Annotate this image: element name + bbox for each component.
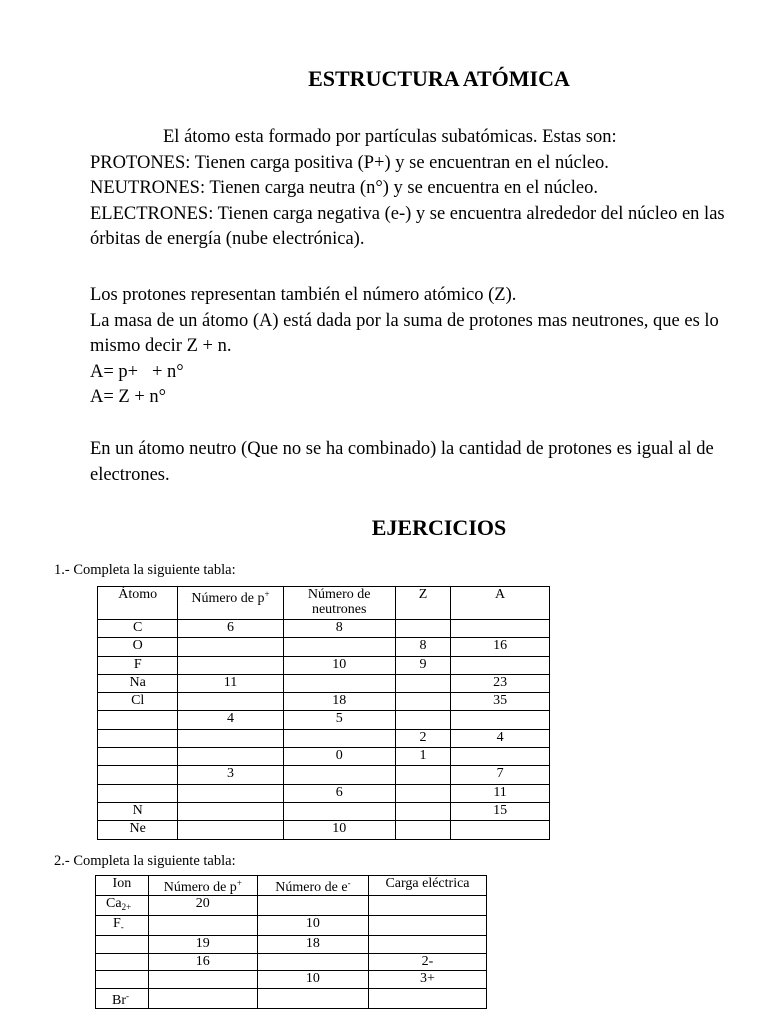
table-row bbox=[96, 953, 487, 971]
formula-1: A= p+ + n° bbox=[90, 361, 184, 382]
ejercicios-title: EJERCICIOS bbox=[371, 515, 507, 540]
table-cell[interactable] bbox=[178, 821, 283, 839]
table-cell[interactable]: Ne bbox=[98, 821, 178, 839]
exercise-1-label: 1.- Completa la siguiente tabla: bbox=[54, 562, 236, 578]
table-cell[interactable]: 6 bbox=[283, 784, 395, 802]
table-row bbox=[96, 936, 487, 954]
table-cell[interactable]: 15 bbox=[451, 802, 550, 820]
table-cell[interactable]: 0 bbox=[283, 748, 395, 766]
table-cell[interactable] bbox=[283, 674, 395, 692]
table-cell[interactable] bbox=[395, 784, 450, 802]
table-cell[interactable]: 10 bbox=[283, 656, 395, 674]
protones-z-paragraph: Los protones representan también el número atómico (Z). bbox=[90, 285, 517, 305]
table-row bbox=[98, 620, 550, 638]
exercise-2-table bbox=[95, 875, 487, 1009]
mass-block bbox=[90, 283, 730, 411]
table-row bbox=[98, 766, 550, 784]
table-cell[interactable]: 2 bbox=[395, 729, 450, 747]
table-cell[interactable]: Na bbox=[98, 674, 178, 692]
table-cell[interactable] bbox=[451, 748, 550, 766]
table-cell[interactable] bbox=[395, 674, 450, 692]
table-row bbox=[98, 693, 550, 711]
table-row bbox=[98, 656, 550, 674]
table-cell[interactable]: 16 bbox=[148, 953, 257, 971]
table-cell[interactable]: 9 bbox=[395, 656, 450, 674]
table-cell[interactable] bbox=[178, 802, 283, 820]
table-row bbox=[98, 674, 550, 692]
table-cell[interactable]: 11 bbox=[178, 674, 283, 692]
header-protones: Número de p+ bbox=[178, 587, 283, 620]
neutrones-paragraph: NEUTRONES: Tienen carga neutra (n°) y se encuentra en el núcleo. bbox=[90, 178, 598, 198]
table-cell[interactable] bbox=[451, 656, 550, 674]
table-cell[interactable]: F bbox=[98, 656, 178, 674]
table-cell[interactable]: 4 bbox=[178, 711, 283, 729]
table-header-row bbox=[96, 876, 487, 896]
table-cell[interactable]: 18 bbox=[257, 936, 368, 954]
table-header-row bbox=[98, 587, 550, 620]
table-cell[interactable]: 18 bbox=[283, 693, 395, 711]
table-cell[interactable] bbox=[98, 729, 178, 747]
table-row bbox=[98, 638, 550, 656]
table-cell[interactable]: 3+ bbox=[368, 971, 486, 989]
table-row bbox=[96, 896, 487, 916]
table-cell[interactable] bbox=[148, 916, 257, 936]
table-cell[interactable]: 16 bbox=[451, 638, 550, 656]
header-protones: Número de p+ bbox=[148, 876, 257, 896]
table-cell[interactable] bbox=[395, 693, 450, 711]
table-row bbox=[98, 729, 550, 747]
header-a: A bbox=[451, 587, 550, 620]
table-cell[interactable] bbox=[257, 896, 368, 916]
table-cell[interactable]: Cl bbox=[98, 693, 178, 711]
table-cell[interactable]: 2- bbox=[368, 953, 486, 971]
exercise-2-label: 2.- Completa la siguiente tabla: bbox=[54, 853, 236, 869]
table-cell[interactable] bbox=[98, 766, 178, 784]
table-cell[interactable] bbox=[148, 971, 257, 989]
table-cell[interactable] bbox=[257, 988, 368, 1008]
table-row bbox=[98, 748, 550, 766]
table-cell[interactable]: 5 bbox=[283, 711, 395, 729]
table-row bbox=[96, 916, 487, 936]
table-row bbox=[98, 821, 550, 839]
table-cell[interactable] bbox=[283, 766, 395, 784]
table-cell[interactable] bbox=[451, 711, 550, 729]
table-cell[interactable] bbox=[178, 638, 283, 656]
exercise-1-table bbox=[97, 586, 550, 840]
table-cell[interactable]: 6 bbox=[178, 620, 283, 638]
header-ion: Ion bbox=[96, 876, 149, 896]
header-carga: Carga eléctrica bbox=[368, 876, 486, 896]
table-cell[interactable] bbox=[283, 802, 395, 820]
ion-cell: $F_-$ bbox=[96, 916, 149, 936]
table-cell[interactable] bbox=[98, 711, 178, 729]
table-cell[interactable]: O bbox=[98, 638, 178, 656]
table-cell[interactable] bbox=[148, 988, 257, 1008]
header-neutrones: Número de neutrones bbox=[283, 587, 395, 620]
electrones-paragraph: ELECTRONES: Tienen carga negativa (e-) y se encuentra alrededor del núcleo en las órbitas de energía (nube electrónica). bbox=[90, 203, 725, 249]
table-cell[interactable] bbox=[178, 656, 283, 674]
table-cell[interactable]: C bbox=[98, 620, 178, 638]
table-cell[interactable] bbox=[368, 896, 486, 916]
header-atomo: Átomo bbox=[98, 587, 178, 620]
table-cell[interactable] bbox=[178, 729, 283, 747]
table-row bbox=[98, 711, 550, 729]
ion-cell: $Ca_{2+}$ bbox=[96, 896, 149, 916]
formula-2: A= Z + n° bbox=[90, 387, 167, 407]
table-cell[interactable]: 19 bbox=[148, 936, 257, 954]
table-cell[interactable] bbox=[451, 620, 550, 638]
table-cell[interactable]: 7 bbox=[451, 766, 550, 784]
ion-cell[interactable] bbox=[96, 953, 149, 971]
table-cell[interactable] bbox=[98, 748, 178, 766]
table-row bbox=[96, 971, 487, 989]
table-cell[interactable]: 3 bbox=[178, 766, 283, 784]
protones-paragraph: PROTONES: Tienen carga positiva (P+) y se encuentran en el núcleo. bbox=[90, 152, 609, 173]
table-cell[interactable]: 10 bbox=[283, 821, 395, 839]
table-cell[interactable] bbox=[395, 711, 450, 729]
table-cell[interactable] bbox=[368, 936, 486, 954]
table-cell[interactable] bbox=[368, 988, 486, 1008]
table-cell[interactable] bbox=[283, 638, 395, 656]
table-cell[interactable] bbox=[98, 784, 178, 802]
table-cell[interactable] bbox=[257, 953, 368, 971]
table-cell[interactable] bbox=[178, 693, 283, 711]
table-cell[interactable] bbox=[283, 729, 395, 747]
table-cell[interactable] bbox=[395, 766, 450, 784]
table-row bbox=[98, 802, 550, 820]
intro-block bbox=[90, 125, 730, 253]
table-cell[interactable]: 23 bbox=[451, 674, 550, 692]
neutro-paragraph: En un átomo neutro (Que no se ha combinado) la cantidad de protones es igual al de electrones. bbox=[90, 439, 714, 485]
table-cell[interactable] bbox=[178, 784, 283, 802]
ion-cell: Br- bbox=[96, 988, 149, 1008]
header-electrones: Número de e- bbox=[257, 876, 368, 896]
intro-paragraph: El átomo esta formado por partículas subatómicas. Estas son: bbox=[163, 127, 617, 147]
table-row bbox=[96, 988, 487, 1008]
table-row bbox=[98, 784, 550, 802]
table-cell[interactable] bbox=[395, 802, 450, 820]
table-cell[interactable]: 1 bbox=[395, 748, 450, 766]
table-cell[interactable]: 10 bbox=[257, 971, 368, 989]
table-cell[interactable] bbox=[178, 748, 283, 766]
table-cell[interactable]: 10 bbox=[257, 916, 368, 936]
table-cell[interactable]: 11 bbox=[451, 784, 550, 802]
table-cell[interactable] bbox=[368, 916, 486, 936]
masa-paragraph: La masa de un átomo (A) está dada por la suma de protones mas neutrones, que es lo mismo decir Z + n. bbox=[90, 310, 719, 356]
table-cell[interactable]: N bbox=[98, 802, 178, 820]
table-cell[interactable]: 8 bbox=[283, 620, 395, 638]
table-cell[interactable]: 8 bbox=[395, 638, 450, 656]
table-cell[interactable] bbox=[451, 821, 550, 839]
table-cell[interactable]: 35 bbox=[451, 693, 550, 711]
table-cell[interactable] bbox=[395, 821, 450, 839]
table-cell[interactable]: 4 bbox=[451, 729, 550, 747]
header-z: Z bbox=[395, 587, 450, 620]
neutral-block bbox=[90, 437, 730, 488]
table-cell[interactable]: 20 bbox=[148, 896, 257, 916]
table-cell[interactable] bbox=[395, 620, 450, 638]
ion-cell[interactable] bbox=[96, 936, 149, 954]
document-title: ESTRUCTURA ATÓMICA bbox=[308, 66, 570, 91]
ion-cell[interactable] bbox=[96, 971, 149, 989]
